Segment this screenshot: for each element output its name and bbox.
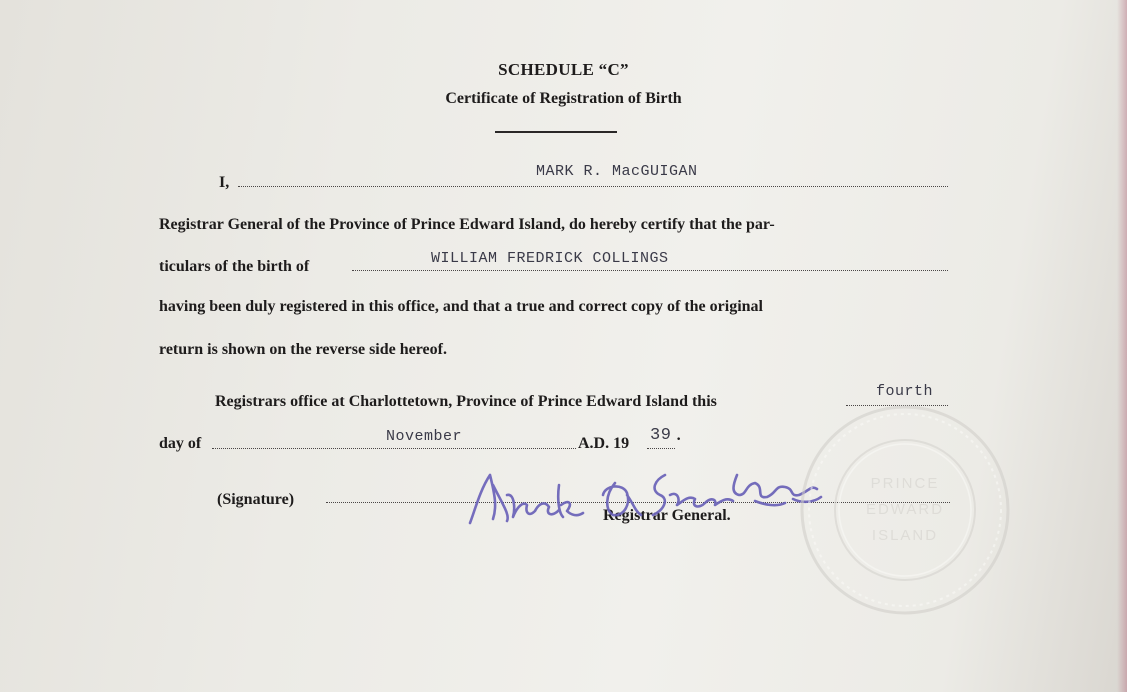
reverse-side-text: return is shown on the reverse side hereof.	[159, 341, 447, 358]
signature-label: (Signature)	[217, 491, 295, 508]
embossed-seal	[790, 400, 1020, 620]
ad-text: A.D. 19	[578, 435, 630, 452]
certificate-title: Certificate of Registration of Birth	[445, 90, 682, 107]
year-line	[647, 448, 675, 449]
intro-text: I,	[219, 174, 230, 191]
child-name: WILLIAM FREDRICK COLLINGS	[431, 250, 669, 267]
registrar-name: MARK R. MacGUIGAN	[536, 163, 698, 180]
registered-text: having been duly registered in this office, and that a true and correct copy of the original	[159, 298, 763, 315]
seal-word-3: ISLAND	[871, 527, 939, 544]
child-name-line	[352, 270, 948, 271]
year-value: 39	[650, 426, 672, 445]
registrar-name-line	[238, 186, 948, 187]
day-of-text: day of	[159, 435, 202, 452]
day-value: fourth	[876, 383, 934, 400]
certify-text: Registrar General of the Province of Prince Edward Island, do hereby certify that the par-	[159, 216, 775, 233]
signature-title: Registrar General.	[603, 507, 731, 524]
particulars-text: ticulars of the birth of	[159, 258, 310, 275]
seal-word-2: EDWARD	[865, 501, 945, 518]
office-text: Registrars office at Charlottetown, Province of Prince Edward Island this	[215, 393, 717, 410]
month-value: November	[386, 428, 463, 445]
title-divider	[495, 131, 617, 133]
year-suffix: ·	[676, 431, 682, 448]
seal-word-1: PRINCE	[870, 475, 940, 492]
schedule-heading: SCHEDULE “C”	[498, 60, 629, 79]
month-line	[212, 448, 576, 449]
